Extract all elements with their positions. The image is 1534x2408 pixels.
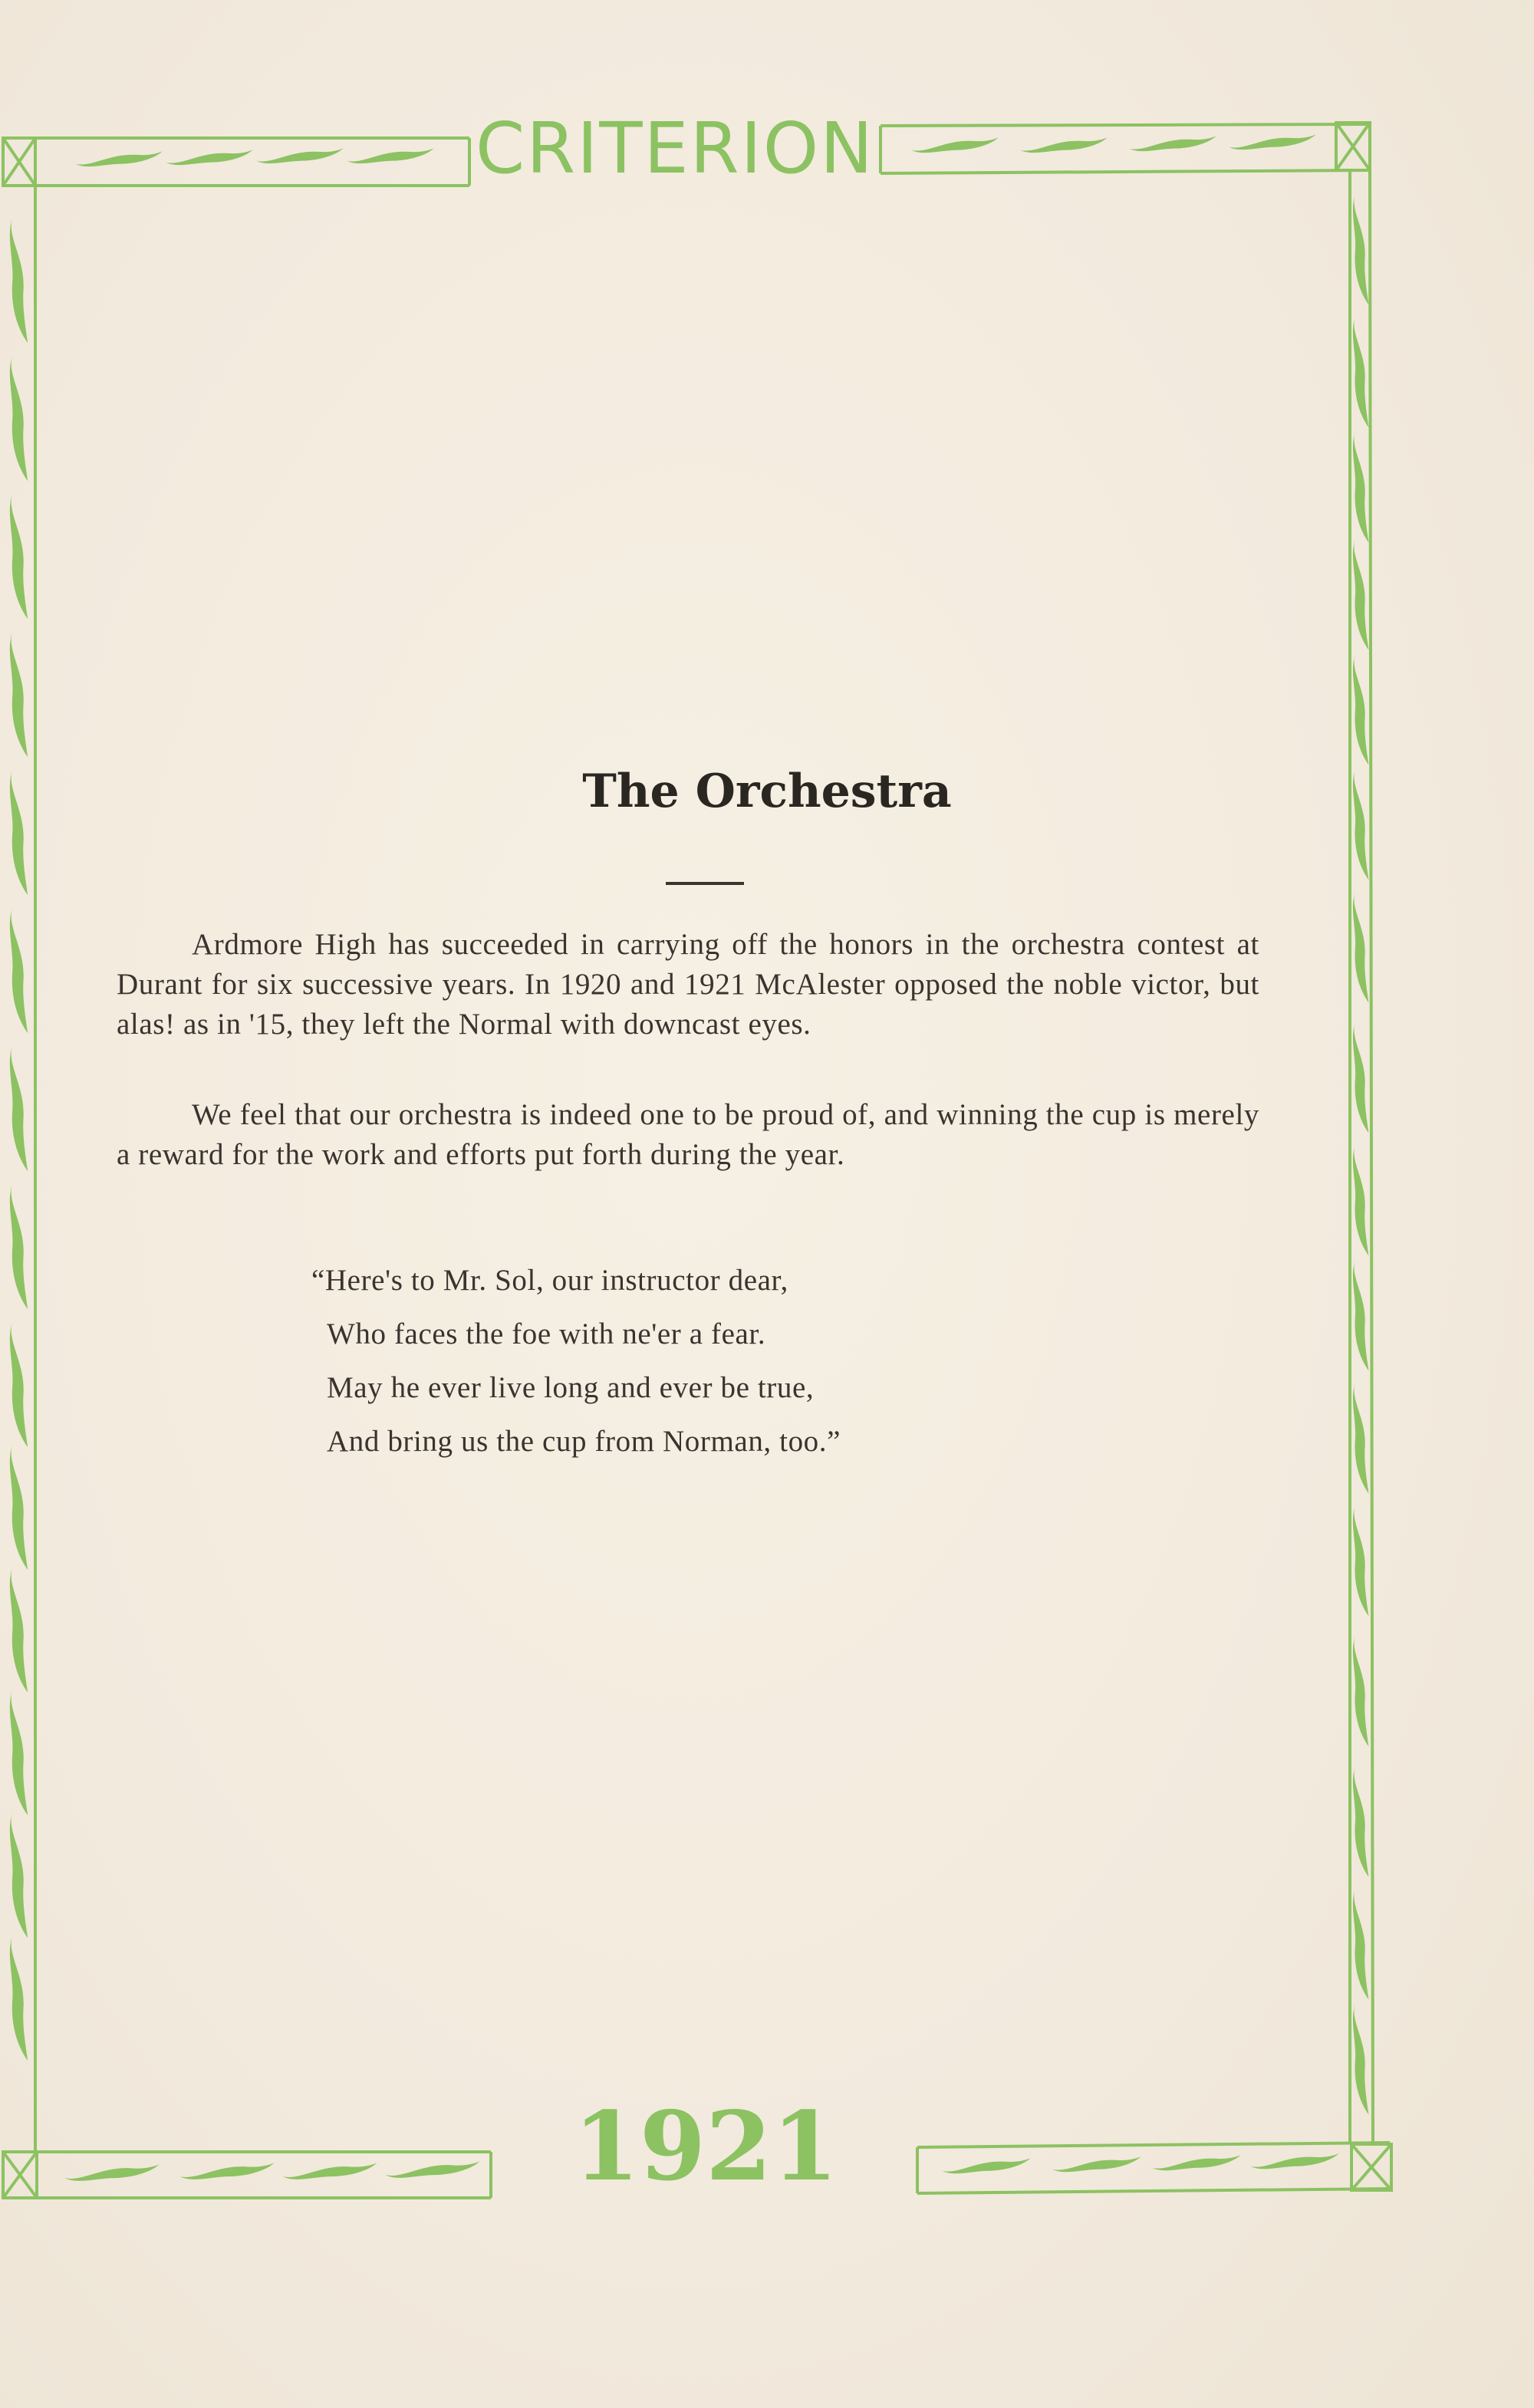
article-title: The Orchestra xyxy=(582,765,952,818)
yearbook-title: CRITERION xyxy=(476,107,874,189)
article-paragraph: We feel that our orchestra is indeed one to be proud of, and winning the cup is merely a reward for the work and efforts put forth during the year. xyxy=(117,1098,1259,1171)
article-paragraph: Ardmore High has succeeded in carrying off the honors in the orchestra contest at Durant for six successive years. In 1920 and 1921 McAlester opposed the noble victor, but alas! as in '15, they left the Normal with downcast eyes. xyxy=(117,928,1259,1041)
verse-line: And bring us the cup from Norman, too.” xyxy=(327,1425,841,1458)
verse-line: May he ever live long and ever be true, xyxy=(327,1371,815,1404)
title-divider xyxy=(666,882,744,885)
verse-line: Who faces the foe with ne'er a fear. xyxy=(327,1317,766,1350)
footer-year: 1921 xyxy=(573,2091,838,2202)
verse-line: “Here's to Mr. Sol, our instructor dear, xyxy=(311,1264,788,1297)
